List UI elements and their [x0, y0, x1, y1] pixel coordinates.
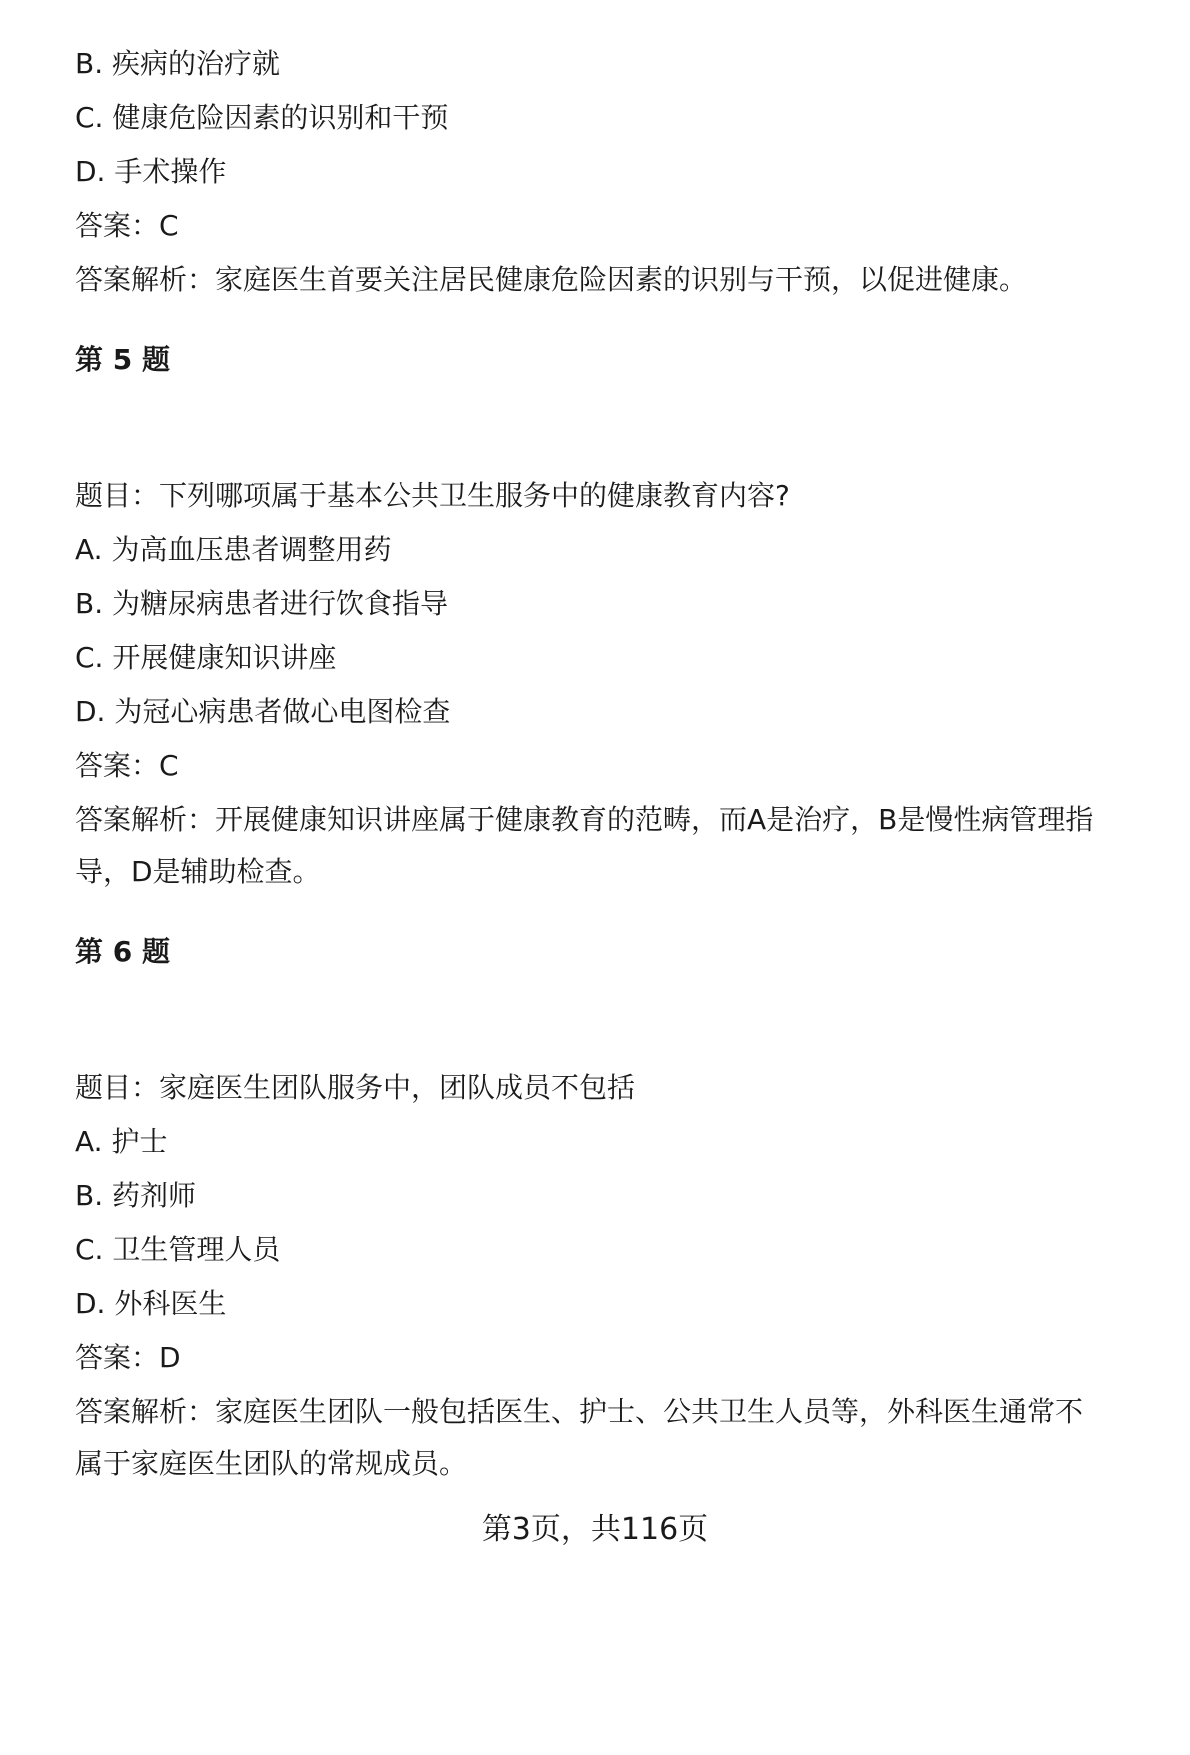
- q5-question: 题目：下列哪项属于基本公共卫生服务中的健康教育内容?: [75, 479, 790, 512]
- q5-option-c: C. 开展健康知识讲座: [75, 641, 337, 674]
- q6-option-d: D. 外科医生: [75, 1287, 227, 1320]
- q4-answer: 答案：C: [75, 209, 179, 242]
- q6-answer: 答案：D: [75, 1341, 181, 1374]
- q5-option-b: B. 为糖尿病患者进行饮食指导: [75, 587, 449, 620]
- page-number: 第3页，共116页: [481, 1512, 709, 1547]
- q5-heading: 第 5 题: [75, 343, 170, 376]
- q4-option-b: B. 疾病的治疗就: [75, 47, 281, 80]
- q4-explanation: 答案解析：家庭医生首要关注居民健康危险因素的识别与干预，以促进健康。: [75, 263, 1028, 296]
- q5-option-d: D. 为冠心病患者做心电图检查: [75, 695, 451, 728]
- q6-question: 题目：家庭医生团队服务中，团队成员不包括: [75, 1071, 636, 1104]
- q6-option-b: B. 药剂师: [75, 1179, 197, 1212]
- q5-option-a: A. 为高血压患者调整用药: [75, 533, 392, 566]
- q5-answer: 答案：C: [75, 749, 179, 782]
- q6-explanation-line2: 属于家庭医生团队的常规成员。: [75, 1447, 468, 1480]
- q6-option-c: C. 卫生管理人员: [75, 1233, 281, 1266]
- q5-explanation-line1: 答案解析：开展健康知识讲座属于健康教育的范畴，而A是治疗，B是慢性病管理指: [75, 803, 1094, 836]
- q6-heading: 第 6 题: [75, 935, 170, 968]
- q6-option-a: A. 护士: [75, 1125, 168, 1158]
- q4-option-c: C. 健康危险因素的识别和干预: [75, 101, 449, 134]
- q4-option-d: D. 手术操作: [75, 155, 227, 188]
- q5-explanation-line2: 导，D是辅助检查。: [75, 855, 321, 888]
- q6-explanation-line1: 答案解析：家庭医生团队一般包括医生、护士、公共卫生人员等，外科医生通常不: [75, 1395, 1084, 1428]
